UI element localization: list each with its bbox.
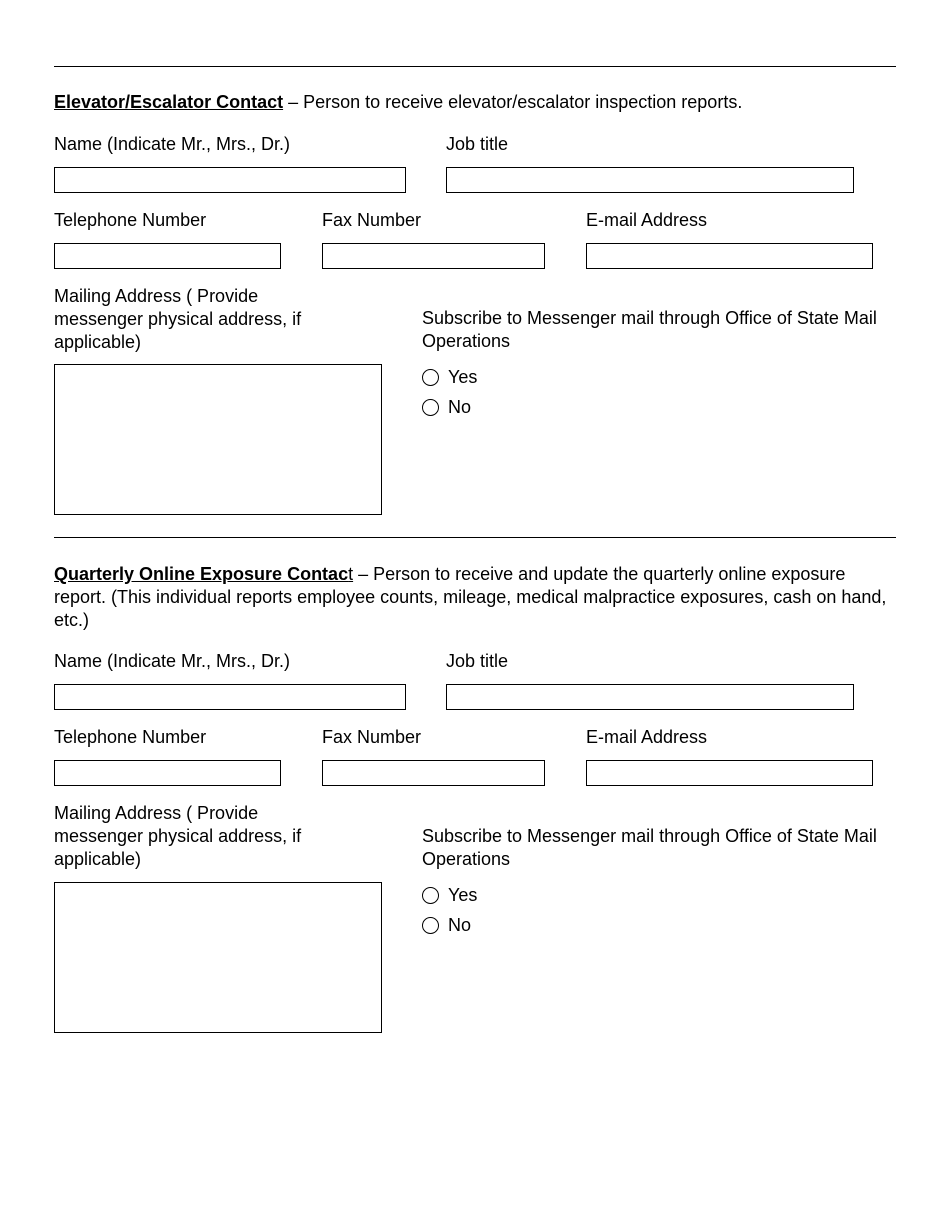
section-divider [54,66,896,67]
telephone-label: Telephone Number [54,210,207,230]
section-title-tail: t [348,564,354,584]
section-title: Quarterly Online Exposure Contac [54,564,349,584]
radio-icon[interactable] [422,887,439,904]
fax-input[interactable] [322,243,545,269]
subscribe-no-option[interactable] [422,914,471,936]
subscribe-label: Subscribe to Messenger mail through Office of State Mail Operations [422,826,877,869]
mailing-address-label: Mailing Address ( Provide messenger physical address, if applicable) [54,803,302,869]
section-heading [54,563,899,632]
section-divider [54,537,896,538]
job-title-input[interactable] [446,684,854,710]
section-description: – Person to receive and update the quarterly online exposure report. (This individual reports employee counts, mileage, medical malpractice exposures, cash on hand, etc.) [54,564,887,630]
subscribe-yes-label: Yes [448,885,478,905]
job-title-input[interactable] [446,167,854,193]
subscribe-no-label: No [448,915,472,935]
name-input[interactable] [54,167,406,193]
name-input[interactable] [54,684,406,710]
email-input[interactable] [586,760,873,786]
name-label: Name (Indicate Mr., Mrs., Dr.) [54,651,291,671]
section-heading [54,91,904,114]
fax-label: Fax Number [322,727,422,747]
mailing-address-textarea[interactable] [54,882,382,1033]
mailing-address-textarea[interactable] [54,364,382,515]
fax-input[interactable] [322,760,545,786]
mailing-address-label: Mailing Address ( Provide messenger physical address, if applicable) [54,286,302,352]
subscribe-no-label: No [448,397,472,417]
telephone-input[interactable] [54,243,281,269]
subscribe-yes-label: Yes [448,367,478,387]
section-description: – Person to receive elevator/escalator inspection reports. [283,92,743,112]
radio-icon[interactable] [422,369,439,386]
job-title-label: Job title [446,134,509,154]
email-input[interactable] [586,243,873,269]
subscribe-yes-option[interactable] [422,366,477,388]
subscribe-label: Subscribe to Messenger mail through Office of State Mail Operations [422,308,877,351]
radio-icon[interactable] [422,399,439,416]
email-label: E-mail Address [586,210,708,230]
subscribe-yes-option[interactable] [422,884,477,906]
radio-icon[interactable] [422,917,439,934]
job-title-label: Job title [446,651,509,671]
section-title: Elevator/Escalator Contact [54,92,284,112]
email-label: E-mail Address [586,727,708,747]
name-label: Name (Indicate Mr., Mrs., Dr.) [54,134,291,154]
telephone-label: Telephone Number [54,727,207,747]
subscribe-no-option[interactable] [422,396,471,418]
telephone-input[interactable] [54,760,281,786]
fax-label: Fax Number [322,210,422,230]
